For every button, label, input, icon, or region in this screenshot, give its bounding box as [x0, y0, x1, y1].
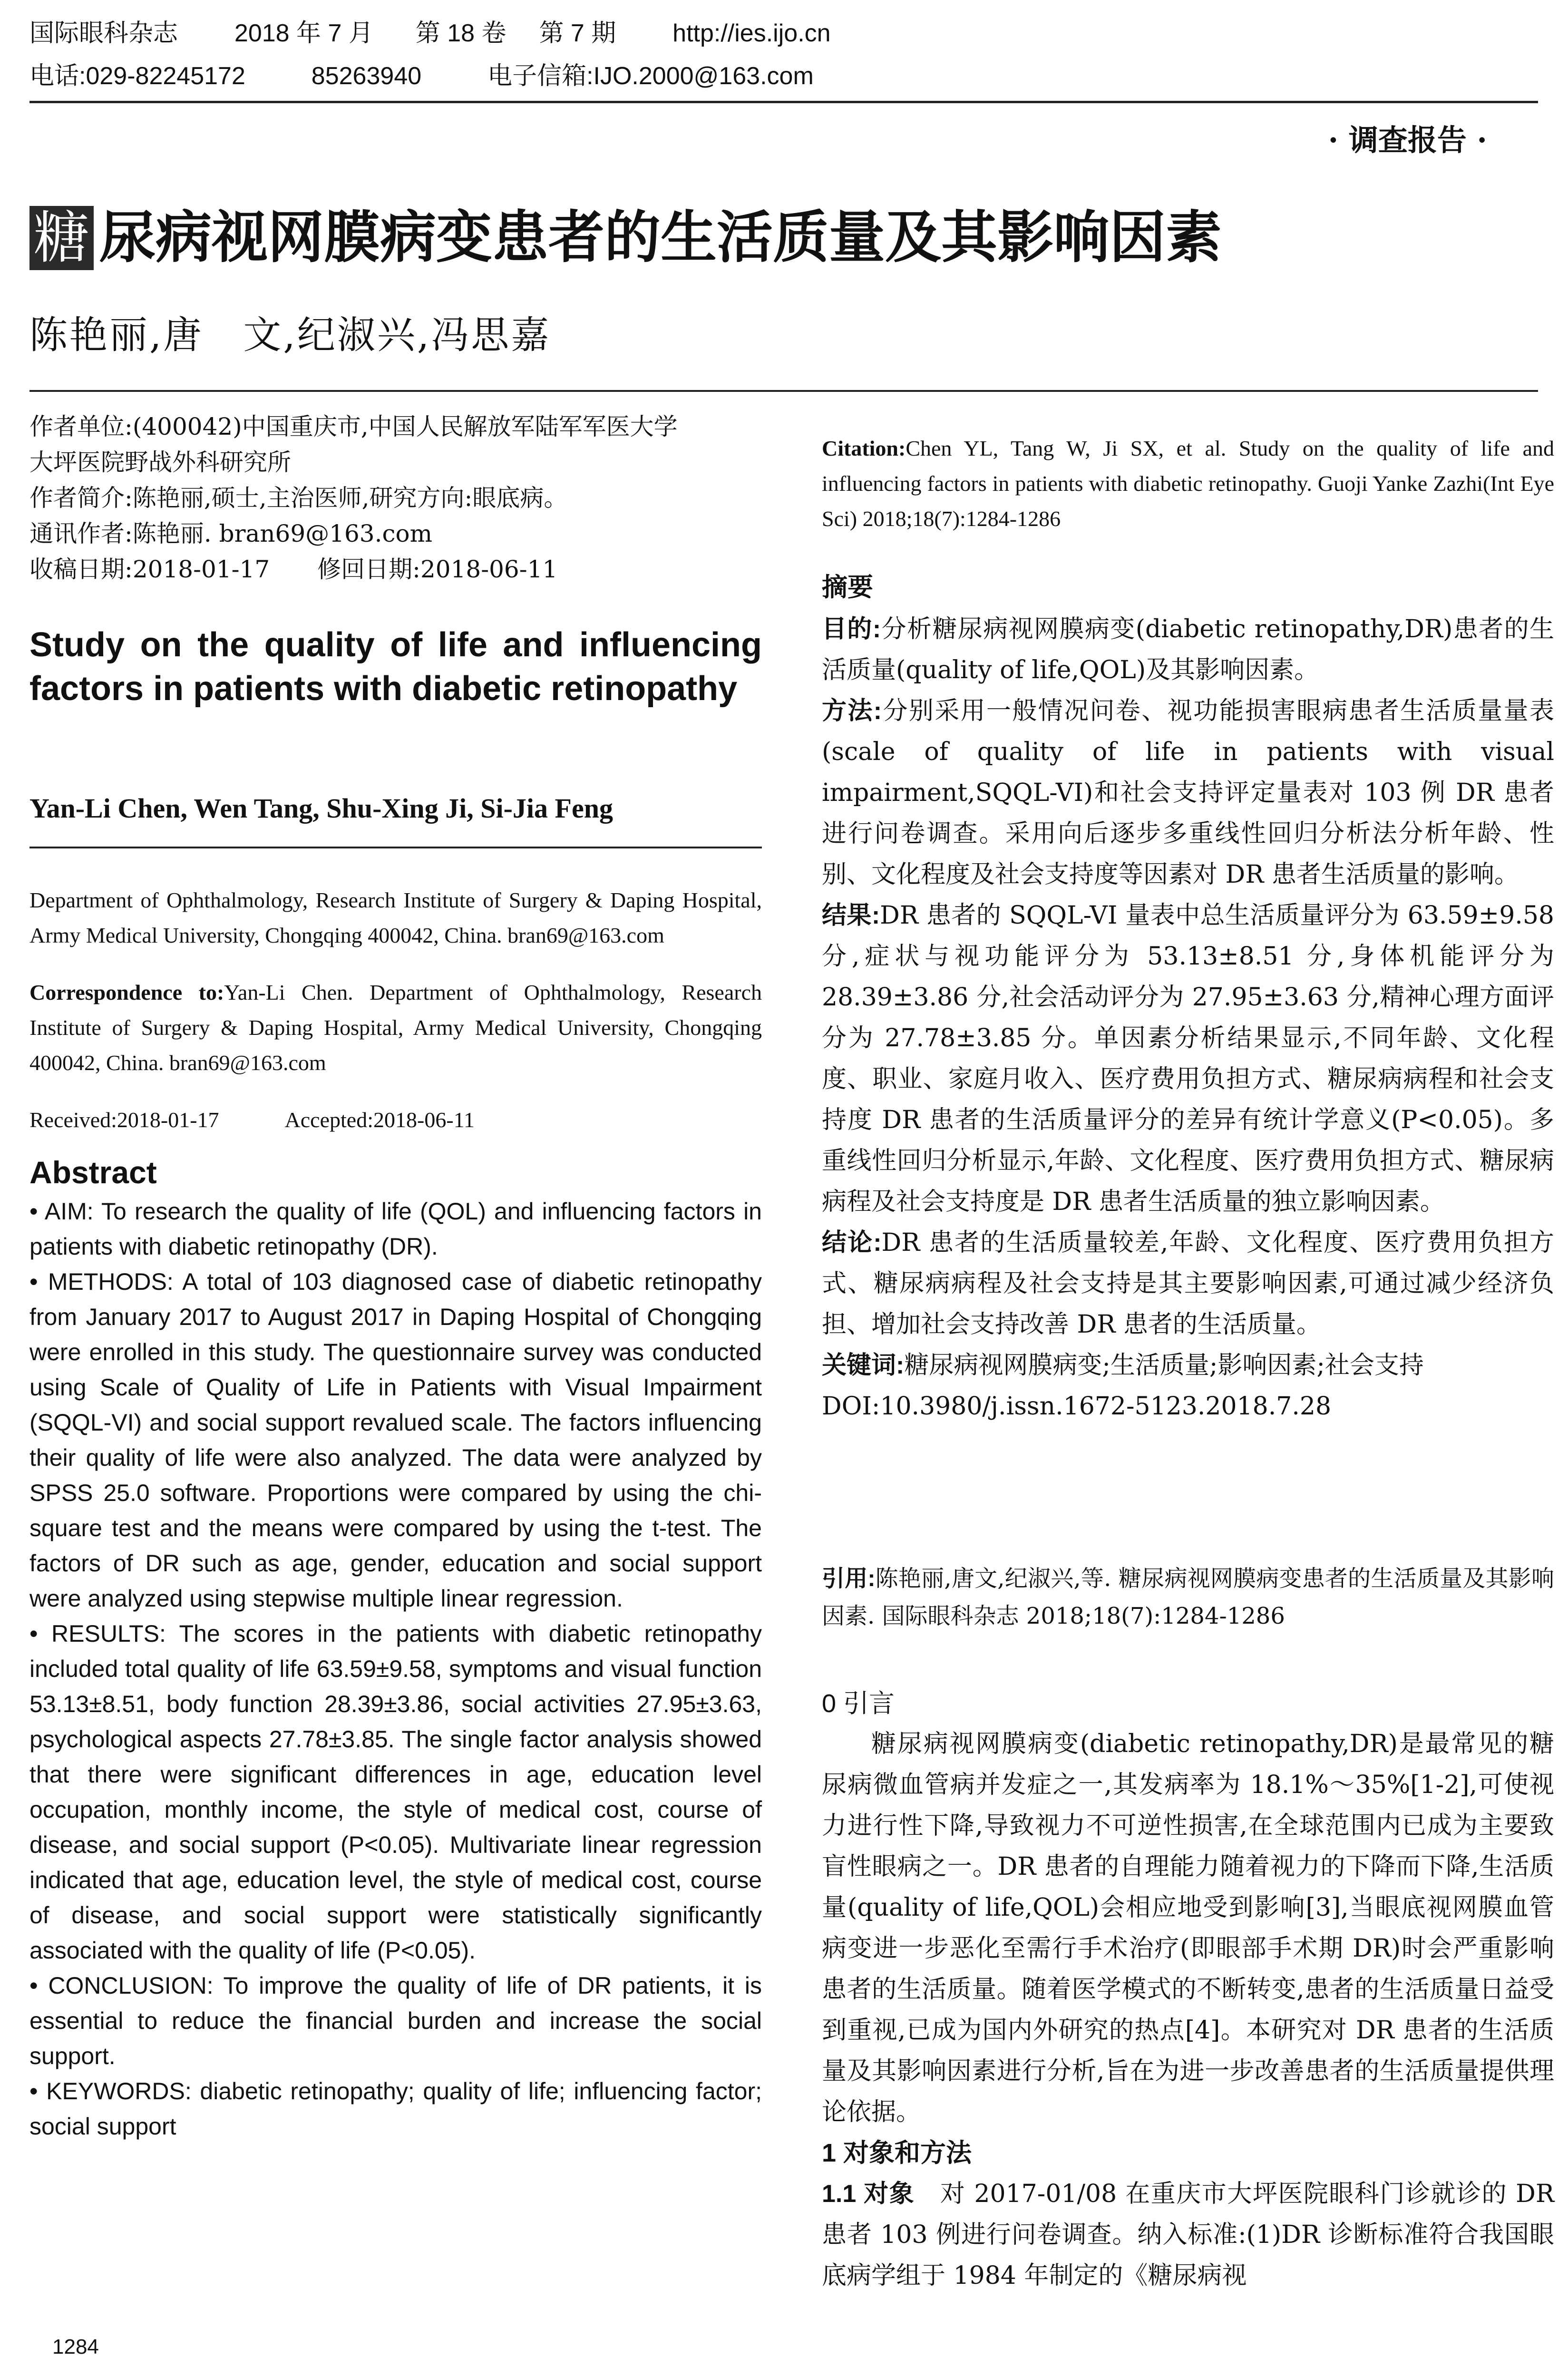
abstract-results: • RESULTS: The scores in the patients with diabetic retinopathy included total quality of life 63.59±9.58, symptoms and visual function 53.13±8.51, body function 28.39±3.86, social activities 27.95±3.63, psychological aspects 27.78±3.85. The single factor analysis showed that there were significant differences in age, education level occupation, monthly income, the style of medical cost, course of disease, and social support (P<0.05). Multivariate linear regression indicated that age, education level, the style of medical cost, course of disease, and social support were statistically significantly associated with the quality of life (P<0.05). [29, 1620, 762, 1964]
cite-cn-text: 陈艳丽,唐文,纪淑兴,等. 糖尿病视网膜病变患者的生活质量及其影响因素. 国际眼科杂志 2018;18(7):1284-1286 [822, 1565, 1554, 1629]
abstract-cn-results: 结果:DR 患者的 SQQL-VI 量表中总生活质量评分为 63.59±9.58 分,症状与视功能评分为 53.13±8.51 分,身体机能评分为 28.39±3.86 分,社会活动评分为 27.95±3.63 分,精神心理方面评分为 27.78±3.85 分。单因素分析结果显示,不同年龄、文化程度、职业、家庭月收入、医疗费用负担方式、糖尿病病程和社会支持度 DR 患者的生活质量评分的差异有统计学意义(P<0.05)。多重线性回归分析显示,年龄、文化程度、医疗费用负担方式、糖尿病病程及社会支持度是 DR 患者生活质量的独立影响因素。 [822, 901, 1554, 1216]
citation-label: Citation: [822, 436, 906, 460]
correspondence-label: Correspondence to: [29, 980, 224, 1004]
citation-block [822, 409, 1554, 558]
intro-text: 糖尿病视网膜病变(diabetic retinopathy,DR)是最常见的糖尿病微血管病并发症之一,其发病率为 18.1%～35%[1-2],可使视力进行性下降,导致视力不可逆性损害,在全球范围内已成为主要致盲性眼病之一。DR 患者的自理能力随着视力的下降而下降,生活质量(quality of life,QOL)会相应地受到影响[3],当眼底视网膜血管病变进一步恶化至需行手术治疗(即眼部手术期 DR)时会严重影响患者的生活质量。随着医学模式的不断转变,患者的生活质量日益受到重视,已成为国内外研究的热点[4]。本研究对 DR 患者的生活质量及其影响因素进行分析,旨在为进一步改善患者的生活质量提供理论依据。 [822, 1730, 1554, 2126]
volume: 第 18 卷 [415, 19, 506, 47]
english-affiliation: Department of Ophthalmology, Research Institute of Surgery & Daping Hospital, Army Medical University, Chongqing 400042, China. bran69@163.com [29, 888, 762, 947]
abstract-en [29, 1151, 762, 2144]
abstract-heading: Abstract [29, 1155, 157, 1190]
doi: DOI:10.3980/j.issn.1672-5123.2018.7.28 [822, 1392, 1332, 1421]
title-rule [29, 390, 1538, 392]
affiliation-line: 大坪医院野战外科研究所 [29, 448, 291, 476]
methods-sub-label: 1.1 对象 [822, 2180, 915, 2208]
methods-text: 1.1 对象 对 2017-01/08 在重庆市大坪医院眼科门诊就诊的 DR 患者 103 例进行问卷调查。纳入标准:(1)DR 诊断标准符合我国眼底病学组于 1984 年制定的《糖尿病视 [822, 2180, 1554, 2290]
cite-cn-label: 引用: [822, 1566, 876, 1591]
journal-name: 国际眼科杂志 [29, 19, 178, 47]
issue: 第 7 期 [539, 19, 616, 47]
abstract-cn-aim: 目的:分析糖尿病视网膜病变(diabetic retinopathy,DR)患者的生活质量(quality of life,QOL)及其影响因素。 [822, 615, 1554, 684]
phone2: 85263940 [311, 62, 422, 90]
abstract-keywords: • KEYWORDS: diabetic retinopathy; quality of life; influencing factor; social support [29, 2078, 762, 2140]
abstract-aim: • AIM: To research the quality of life (QOL) and influencing factors in patients with diabetic retinopathy (DR). [29, 1198, 762, 1260]
abstract-conclusion: • CONCLUSION: To improve the quality of life of DR patients, it is essential to reduce the financial burden and increase the social support. [29, 1972, 762, 2069]
affiliation-cn [29, 409, 762, 587]
received-accepted: Received:2018-01-17 Accepted:2018-06-11 [29, 1108, 475, 1132]
abstract-cn [822, 566, 1554, 1427]
citation [822, 431, 1554, 536]
citation-text: Chen YL, Tang W, Ji SX, et al. Study on the quality of life and influencing factors in patients with diabetic retinopathy. Guoji Yanke Zazhi(Int Eye Sci) 2018;18(7):1284-1286 [822, 436, 1554, 531]
header-rule [29, 101, 1538, 103]
journal-url[interactable]: http://ies.ijo.cn [672, 19, 831, 47]
abstract-cn-heading: 摘要 [822, 573, 873, 602]
abstract-cn-keywords: 关键词:糖尿病视网膜病变;生活质量;影响因素;社会支持 [822, 1351, 1424, 1380]
english-title: Study on the quality of life and influencing factors in patients with diabetic retinopathy [29, 626, 762, 708]
authors-rule [29, 847, 762, 848]
phone: 电话:029-82245172 [29, 62, 245, 90]
introduction [822, 1684, 1554, 2296]
correspondence-text: Yan-Li Chen. Department of Ophthalmology, Research Institute of Surgery & Daping Hospital, Army Medical University, Chongqing 400042, China. bran69@163.com [29, 980, 762, 1075]
cite-cn [822, 1560, 1554, 1635]
intro-heading: 0 引言 [822, 1689, 895, 1718]
running-header-line1 [29, 14, 831, 52]
correspondence [29, 975, 762, 1081]
email[interactable]: 电子信箱:IJO.2000@163.com [487, 62, 814, 90]
corresponding-author: 通讯作者:陈艳丽. bran69@163.com [29, 520, 433, 547]
abstract-methods: • METHODS: A total of 103 diagnosed case of diabetic retinopathy from January 2017 to August 2017 in Daping Hospital of Chongqing were enrolled in this study. The questionnaire survey was conducted using Scale of Quality of Life in Patients with Visual Impairment (SQQL-VI) and social support revalued scale. The factors influencing their quality of life were also analyzed. The data were analyzed by SPSS 25.0 software. Proportions were compared by using the chi-square test and the means were compared by using the t-test. The factors of DR such as age, gender, education and social support were analyzed using stepwise multiple linear regression. [29, 1268, 762, 1612]
author-bio: 作者简介:陈艳丽,硕士,主治医师,研究方向:眼底病。 [29, 484, 568, 512]
title-initial: 糖 [29, 206, 94, 270]
received-dates: 收稿日期:2018-01-17 修回日期:2018-06-11 [29, 555, 558, 583]
article-title [29, 200, 1222, 276]
running-header-line2 [29, 57, 814, 95]
section-tag: · 调查报告 · [1328, 123, 1487, 157]
english-affiliation-block [29, 861, 762, 1159]
title-text: 尿病视网膜病变患者的生活质量及其影响因素 [99, 206, 1222, 269]
english-authors: Yan-Li Chen, Wen Tang, Shu-Xing Ji, Si-Jia Feng [29, 793, 613, 824]
abstract-cn-methods: 方法:分别采用一般情况问卷、视功能损害眼病患者生活质量量表(scale of quality of life in patients with visual impairment,SQQL-VI)和社会支持评定量表对 103 例 DR 患者进行问卷调查。采用向后逐步多重线性回归分析法分析年龄、性别、文化程度及社会支持度等因素对 DR 患者生活质量的影响。 [822, 697, 1554, 889]
affiliation-line: 作者单位:(400042)中国重庆市,中国人民解放军陆军军医大学 [29, 413, 678, 440]
issue-date: 2018 年 7 月 [234, 19, 373, 47]
page-number: 1284 [52, 2335, 99, 2358]
abstract-cn-conclusion: 结论:DR 患者的生活质量较差,年龄、文化程度、医疗费用负担方式、糖尿病病程及社会支持是其主要影响因素,可通过减少经济负担、增加社会支持改善 DR 患者的生活质量。 [822, 1228, 1554, 1339]
authors-cn: 陈艳丽,唐 文,纪淑兴,冯思嘉 [29, 313, 551, 357]
methods-heading: 1 对象和方法 [822, 2139, 972, 2167]
